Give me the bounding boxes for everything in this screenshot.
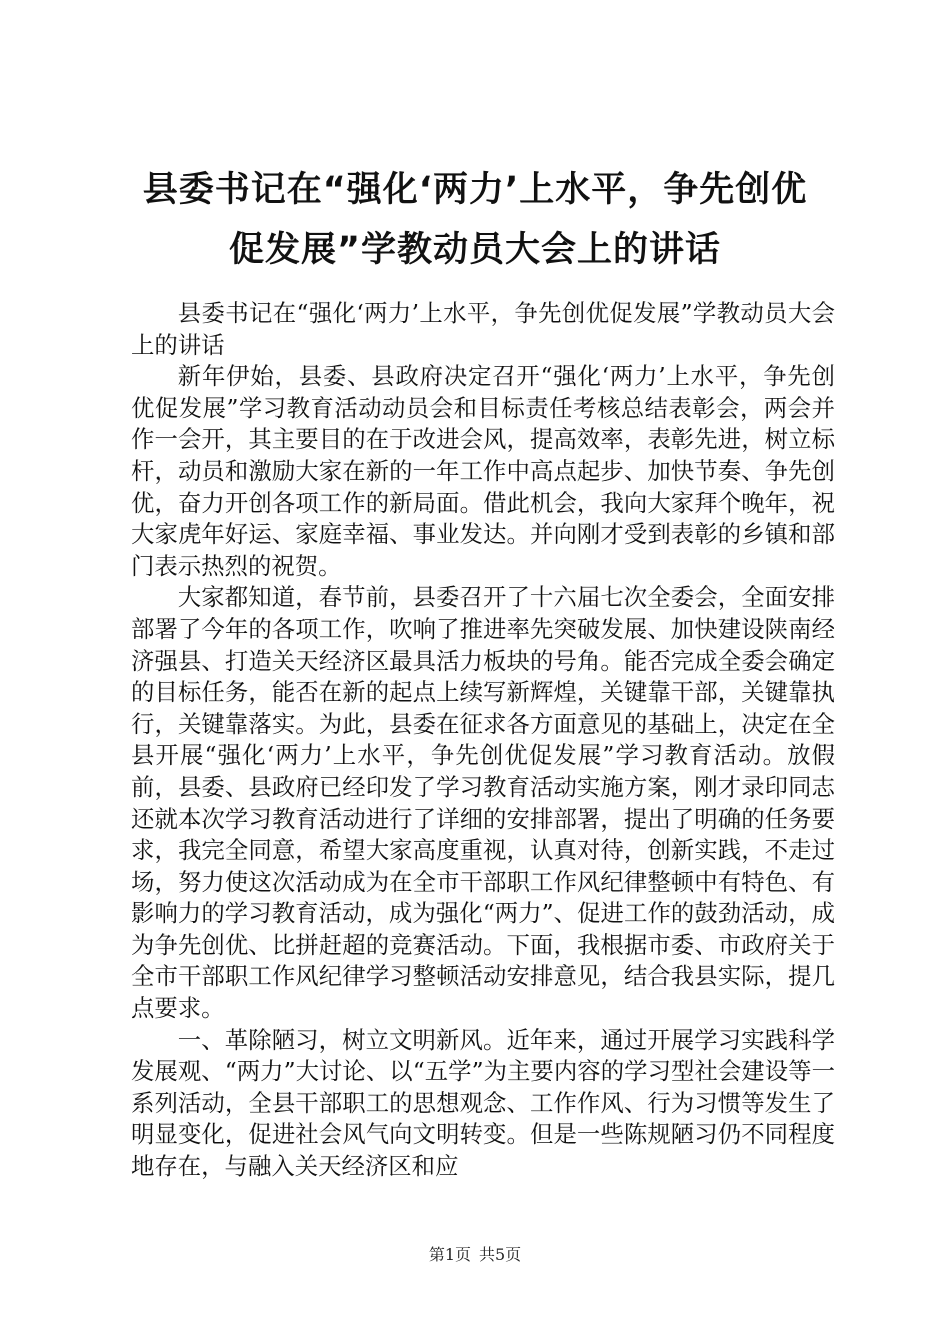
document-body <box>131 298 835 1183</box>
title-line-2: 促发展”学教动员大会上的讲话 <box>228 230 721 270</box>
page-number: 第1页 <box>428 1245 471 1264</box>
document-title <box>100 160 850 280</box>
paragraph-subtitle: 县委书记在“强化‘两力’上水平，争先创优促发展”学教动员大会上的讲话 <box>131 299 835 359</box>
title-line-1: 县委书记在“强化‘两力’上水平，争先创优 <box>142 170 808 210</box>
paragraph-opening: 新年伊始，县委、县政府决定召开“强化‘两力’上水平，争先创优促发展”学习教育活动动员会和目标责任考核总结表彰会，两会并作一会开，其主要目的在于改进会风，提高效率，表彰先进，树立标杆，动员和激励大家在新的一年工作中高点起步、加快节奏、争先创优，奋力开创各项工作的新局面。借此机会，我向大家拜个晚年，祝大家虎年好运、家庭幸福、事业发达。并向刚才受到表彰的乡镇和部门表示热烈的祝贺。 <box>131 362 835 580</box>
page-total: 共5页 <box>479 1245 522 1264</box>
paragraph-background: 大家都知道，春节前，县委召开了十六届七次全委会，全面安排部署了今年的各项工作，吹响了推进率先突破发展、加快建设陕南经济强县、打造关天经济区最具活力板块的号角。能否完成全委会确定的目标任务，能否在新的起点上续写新辉煌，关键靠干部，关键靠执行，关键靠落实。为此，县委在征求各方面意见的基础上，决定在全县开展“强化‘两力’上水平，争先创优促发展”学习教育活动。放假前，县委、县政府已经印发了学习教育活动实施方案，刚才录印同志还就本次学习教育活动进行了详细的安排部署，提出了明确的任务要求，我完全同意，希望大家高度重视，认真对待，创新实践，不走过场，努力使这次活动成为在全市干部职工作风纪律整顿中有特色、有影响力的学习教育活动，成为强化“两力”、促进工作的鼓劲活动，成为争先创优、比拼赶超的竞赛活动。下面，我根据市委、市政府关于全市干部职工作风纪律学习整顿活动安排意见，结合我县实际，提几点要求。 <box>131 583 835 1023</box>
paragraph-section-one: 一、革除陋习，树立文明新风。近年来，通过开展学习实践科学发展观、“两力”大讨论、以“五学”为主要内容的学习型社会建设等一系列活动，全县干部职工的思想观念、工作作风、行为习惯等发生了明显变化，促进社会风气向文明转变。但是一些陈规陋习仍不同程度地存在，与融入关天经济区和应 <box>131 1025 835 1181</box>
page-footer <box>0 1245 950 1265</box>
